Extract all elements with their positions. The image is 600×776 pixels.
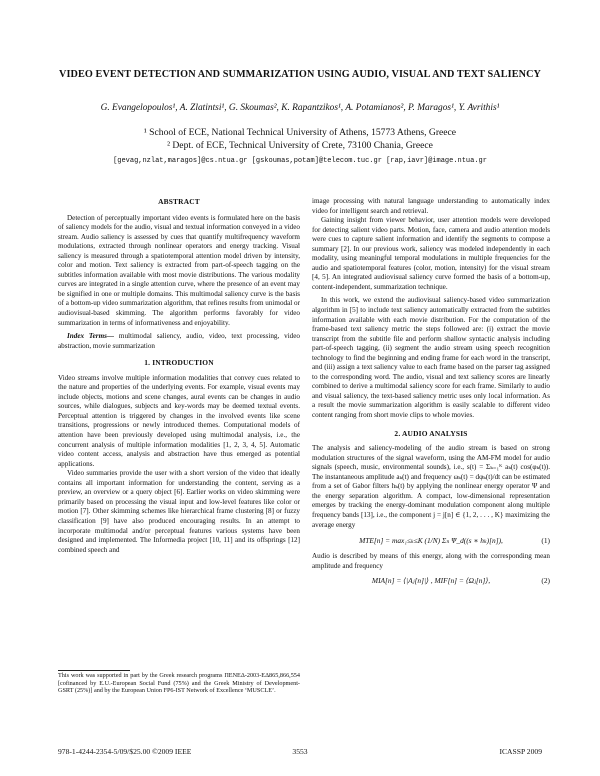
footnote-rule (58, 670, 130, 671)
audio-analysis-heading: 2. AUDIO ANALYSIS (394, 428, 468, 438)
right-column (312, 197, 550, 587)
equation-2-body: MIA[n] = ⟨|Aⱼ[n]|⟩ , MIF[n] = ⟨Ωⱼ[n]⟩, (371, 576, 491, 586)
left-column (58, 197, 300, 555)
intro-paragraph-1: Video streams involve multiple information modalities that convey cues related to the nature and properties of the underlying events. For example, visual events may include objects, motions and scene changes, aural events can be changes in audio sources, while dialogues, subjects and key-words may be deemed textual events. Perceptual attention is triggered by changes in the involved events like scene transitions, progressions or newly introduced themes. Computational models of attention have been previously developed using multimodal analysis, i.e., the concurrent analysis of multiple information modalities [1, 2, 3, 4, 5]. Automatic video content access, analysis and abstraction have thus emerged as potential applications. (58, 373, 300, 468)
equation-1 (312, 535, 550, 547)
author-list: G. Evangelopoulos¹, A. Zlatintsi¹, G. Skoumas², K. Rapantzikos¹, A. Potamianos², P. Maragos¹, Y. Avrithis¹ (100, 103, 500, 113)
equation-2 (312, 575, 550, 587)
right-paragraph-2: Gaining insight from viewer behavior, user attention models were developed for detecting salient video parts. Motion, face, camera and audio attention models were cues to capture salient information and identify the segments to compose a summary [2]. In our previous work, saliency was modeled independently in each modality, using meaningful temporal modulations in multiple frequencies for the audio and spatiotemporal features (color, motion, intensity) for the visual stream [4, 5]. An integrated audiovisual saliency curve formed the basis of a bottom-up, content-independent, summarization technique. (312, 216, 550, 291)
right-paragraph-3: In this work, we extend the audiovisual saliency-based video summarization algorithm in [5] to include text saliency automatically extracted from the subtitles information available with each movie distribution. For the computation of the frame-based text saliency metric the steps followed are: (i) extract the movie transcript from the subtitle file and perform shallow syntactic analysis including part-of-speech tagging, (ii) segment the audio stream using speech recognition technology to find the beginning and ending frame for each word in the transcript, and (iii) assign a text saliency value to each frame based on the parser tag assigned to the corresponding word. The audio, visual and text saliency scores are linearly combined to derive a multimodal saliency score for each frame. Similarly to audio and visual saliency, the text-based saliency metric uses only local information. As a result the movie summarization algorithm is easily scalable to different video content ranging from short movie clips to whole movies. (312, 296, 550, 420)
intro-paragraph-2: Video summaries provide the user with a short version of the video that ideally contains all important information for understanding the content, serving as a preview, an overview or a query object [6]. Earlier works on video skimming were primarily based on processing the visual input and low-level features like color or motion [7]. Other skimming schemes like hierarchical frame clustering [8] or fuzzy classification [9] have also produced encouraging results. In an attempt to incorporate multimodal and/or perceptual features various systems have been designed and implemented. The Informedia project [10, 11] and its offsprings [12] combined speech and (58, 469, 300, 554)
index-terms-label: Index Terms— (67, 332, 115, 341)
introduction-heading: 1. INTRODUCTION (144, 358, 214, 368)
footer-isbn: 978-1-4244-2354-5/09/$25.00 ©2009 IEEE (58, 747, 192, 756)
audio-paragraph-2: Audio is described by means of this energy, along with the corresponding mean amplitude and frequency (312, 552, 550, 570)
equation-1-body: MTE[n] = max₁≤ₖ≤K (1/N) Σₙ Ψ_d((s ∗ hₖ)[n]), (359, 536, 503, 546)
funding-footnote: This work was supported in part by the Greek research programs ΠΕΝΕΔ-2003-ΕΔ865,866,554 [cofinanced by E.U.-European Social Fund (75%) and the Greek Ministry of Development-GSRT (25%)] and by the European Union FP6-IST Network of Excellence ‘MUSCLE’. (58, 672, 300, 695)
paper-title: VIDEO EVENT DETECTION AND SUMMARIZATION USING AUDIO, VISUAL AND TEXT SALIENCY (59, 69, 541, 80)
affiliation-2: ² Dept. of ECE, Technical University of Crete, 73100 Chania, Greece (167, 140, 433, 151)
footer-page-number: 3553 (292, 747, 308, 756)
audio-paragraph-1: The analysis and saliency-modeling of the audio stream is based on strong modulation structures of the signal waveform, using the AM-FM model for audio signals (speech, music, environmental sounds), i.e., s(t) = Σₖ₌₁ᴷ aₖ(t) cos(φₖ(t)). The instantaneous amplitude aₖ(t) and frequency ωₖ(t) = dφₖ(t)/dt can be estimated from a set of Gabor filters hₖ(t) by applying the nonlinear energy operator Ψ and the energy separation algorithm. A compact, low-dimensional representation emerges by tracking the energy-dominant modulation component along multiple frequency bands [13], i.e., the component j = j[n] ∈ {1, 2, . . . , K} maximizing the average energy (312, 444, 550, 529)
index-terms-text: multimodal saliency, audio, video, text processing, video abstraction, movie summarization (58, 332, 300, 350)
footer-conference: ICASSP 2009 (499, 747, 542, 756)
equation-2-number: (2) (541, 576, 550, 586)
author-emails: [gevag,nzlat,maragos]@cs.ntua.gr [gskoumas,potam]@telecom.tuc.gr [rap,iavr]@image.ntua.gr (113, 157, 487, 165)
abstract-text: Detection of perceptually important video events is formulated here on the basis of saliency models for the audio, visual and textual information conveyed in a video stream. Audio saliency is assessed by cues that quantify multifrequency waveform modulations, extracted through nonlinear operators and energy tracking. Visual saliency is measured through a spatiotemporal attention model driven by intensity, color and motion. Text saliency is extracted from part-of-speech tagging on the subtitles information available with most movie distributions. The various modality curves are integrated in a single attention curve, where the presence of an event may be signified in one or multiple domains. This multimodal saliency curve is the basis of a bottom-up video summarization algorithm, that refines results from unimodal or audiovisual-based skimming. The algorithm performs favorably for video summarization in terms of informativeness and enjoyability. (58, 213, 300, 327)
affiliation-1: ¹ School of ECE, National Technical University of Athens, 15773 Athens, Greece (143, 127, 457, 138)
index-terms (58, 332, 300, 351)
equation-1-number: (1) (541, 536, 550, 546)
abstract-heading: ABSTRACT (158, 197, 200, 206)
right-paragraph-1: image processing with natural language understanding to automatically index video for intelligent search and retrieval. (312, 197, 550, 215)
